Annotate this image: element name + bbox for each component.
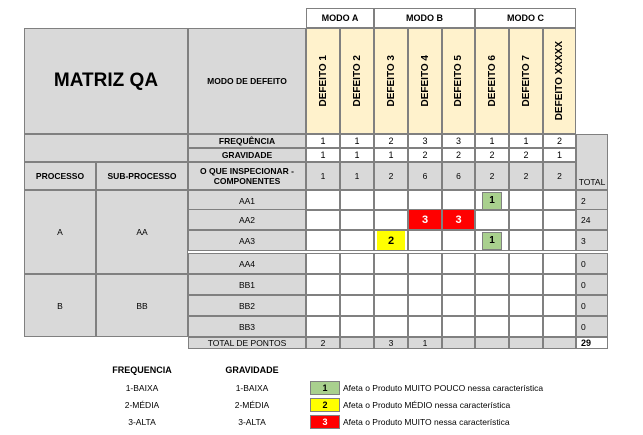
matrix-cell [509,295,543,316]
matrix-cell [374,274,408,295]
severity-value: 1 [340,148,374,162]
inspect-value: 6 [442,162,475,190]
frequency-value: 3 [408,134,442,148]
row-total: 0 [576,316,608,337]
severity-value: 2 [509,148,543,162]
matrix-cell [306,230,340,251]
matrix-cell [374,253,408,274]
total-points-value [340,337,374,349]
matrix-cell [374,190,408,211]
component-label: BB1 [188,274,306,295]
matrix-cell [306,295,340,316]
rating-high: 3 [443,210,474,229]
defect-header-4 [408,28,442,134]
component-label: AA1 [188,190,306,211]
inspect-value: 2 [374,162,408,190]
matrix-cell [340,316,374,337]
subprocess-aa: AA [96,190,188,274]
matrix-cell [374,230,408,251]
matrix-cell [306,316,340,337]
frequency-label: FREQUÊNCIA [188,134,306,148]
grand-total: 29 [576,337,608,349]
legend-swatch-3: 3 [310,415,340,429]
total-points-value [442,337,475,349]
matrix-cell [408,274,442,295]
process-b: B [24,274,96,337]
matrix-cell [442,295,475,316]
frequency-value: 3 [442,134,475,148]
frequency-value: 1 [475,134,509,148]
row-total: 2 [576,190,608,211]
matrix-cell [543,253,576,274]
total-header: TOTAL [578,177,606,187]
total-points-value: 3 [374,337,408,349]
defect-header-6 [475,28,509,134]
matrix-cell [442,253,475,274]
process-header: PROCESSO [24,162,96,190]
total-points-value [509,337,543,349]
legend-severity-title: GRAVIDADE [225,365,279,375]
inspect-value: 1 [306,162,340,190]
matrix-cell [509,230,543,251]
matrix-cell [374,209,408,230]
severity-value: 1 [306,148,340,162]
total-points-value [543,337,576,349]
rating-low: 1 [482,232,502,250]
matrix-cell [408,253,442,274]
subprocess-bb: BB [96,274,188,337]
matrix-cell [543,316,576,337]
total-points-value: 2 [306,337,340,349]
group-header-1: MODO A [306,8,374,28]
group-header-2: MODO B [374,8,475,28]
legend-severity-item: 1-BAIXA [235,383,269,393]
severity-label: GRAVIDADE [188,148,306,162]
legend-text-2: Afeta o Produto MÉDIO nessa característica [343,400,511,410]
legend-severity-item: 3-ALTA [238,417,266,427]
matrix-cell [442,209,475,230]
total-points-label: TOTAL DE PONTOS [188,337,306,349]
defect-header-8 [543,28,576,134]
matrix-cell [543,230,576,251]
matrix-cell [306,190,340,211]
severity-value: 1 [374,148,408,162]
legend-frequency-item: 1-BAIXA [125,383,159,393]
matrix-cell [475,295,509,316]
matrix-cell [340,274,374,295]
legend-severity-item: 2-MÉDIA [234,400,270,410]
matrix-cell [475,190,509,211]
severity-value: 1 [543,148,576,162]
matrix-cell [475,274,509,295]
matrix-cell [408,230,442,251]
legend-swatch-1: 1 [310,381,340,395]
total-points-value: 1 [408,337,442,349]
severity-value: 2 [408,148,442,162]
frequency-value: 1 [306,134,340,148]
matrix-cell [475,230,509,251]
matrix-cell [374,295,408,316]
process-a: A [24,190,96,274]
defect-label: DEFEITO 7 [520,55,532,107]
matrix-cell [475,209,509,230]
defect-label: DEFEITO 1 [317,55,329,107]
inspect-value: 6 [408,162,442,190]
page-title: MATRIZ QA [53,70,159,91]
row-total: 0 [576,295,608,316]
frequency-value: 2 [374,134,408,148]
defect-label: DEFEITO 6 [486,55,498,107]
frequency-value: 1 [509,134,543,148]
blank-gray [24,134,188,162]
defect-header-3 [374,28,408,134]
inspect-label: O QUE INSPECIONAR - COMPONENTES [188,162,306,190]
row-total: 24 [576,209,608,230]
inspect-value: 2 [543,162,576,190]
component-label: AA3 [188,230,306,251]
legend-text-1: Afeta o Produto MUITO POUCO nessa característica [343,383,544,393]
defect-label: DEFEITO 5 [453,55,464,107]
row-total: 0 [576,274,608,295]
matrix-cell [408,316,442,337]
defect-header-5 [442,28,475,134]
legend-text-3: Afeta o Produto MUITO nessa característica [343,417,510,427]
defect-label: DEFEITO 2 [351,55,363,107]
subprocess-header: SUB-PROCESSO [96,162,188,190]
severity-value: 2 [442,148,475,162]
matrix-cell [408,295,442,316]
component-label: AA2 [188,209,306,230]
matrix-cell [306,253,340,274]
matrix-cell [340,190,374,211]
row-total: 0 [576,253,608,274]
matrix-cell [475,316,509,337]
legend-frequency-title: FREQUENCIA [112,365,172,375]
matrix-cell [543,295,576,316]
rating-high: 3 [409,210,441,229]
row-total: 3 [576,230,608,251]
matrix-cell [509,209,543,230]
total-points-value [475,337,509,349]
matrix-cell [543,190,576,211]
defect-label: DEFEITO 4 [419,55,431,107]
matrix-cell [543,274,576,295]
matrix-cell [442,230,475,251]
matrix-cell [408,209,442,230]
component-label: BB3 [188,316,306,337]
legend-frequency-item: 2-MÉDIA [124,400,160,410]
matrix-cell [340,295,374,316]
component-label: AA4 [188,253,306,274]
matrix-cell [509,316,543,337]
legend-swatch-2: 2 [310,398,340,412]
matrix-cell [442,316,475,337]
matrix-cell [374,316,408,337]
defect-header-7 [509,28,543,134]
frequency-value: 1 [340,134,374,148]
severity-value: 2 [475,148,509,162]
rating-medium: 2 [377,231,405,250]
matrix-cell [509,253,543,274]
inspect-value: 2 [475,162,509,190]
defect-header-1 [306,28,340,134]
frequency-value: 2 [543,134,576,148]
matrix-cell [408,190,442,211]
inspect-value: 2 [509,162,543,190]
matrix-cell [306,274,340,295]
rating-low: 1 [482,192,502,210]
matrix-cell [442,190,475,211]
matrix-cell [340,209,374,230]
matrix-cell [306,209,340,230]
matrix-cell [340,253,374,274]
component-label: BB2 [188,295,306,316]
matrix-cell [509,274,543,295]
matrix-cell [475,253,509,274]
group-header-3: MODO C [475,8,576,28]
defect-label: DEFEITO XXXXX [554,41,565,121]
matrix-cell [340,230,374,251]
inspect-value: 1 [340,162,374,190]
defect-header-2 [340,28,374,134]
defect-mode-header: MODO DE DEFEITO [207,76,287,86]
matrix-cell [543,209,576,230]
matrix-cell [509,190,543,211]
legend-frequency-item: 3-ALTA [128,417,156,427]
matrix-cell [442,274,475,295]
defect-label: DEFEITO 3 [385,55,397,107]
